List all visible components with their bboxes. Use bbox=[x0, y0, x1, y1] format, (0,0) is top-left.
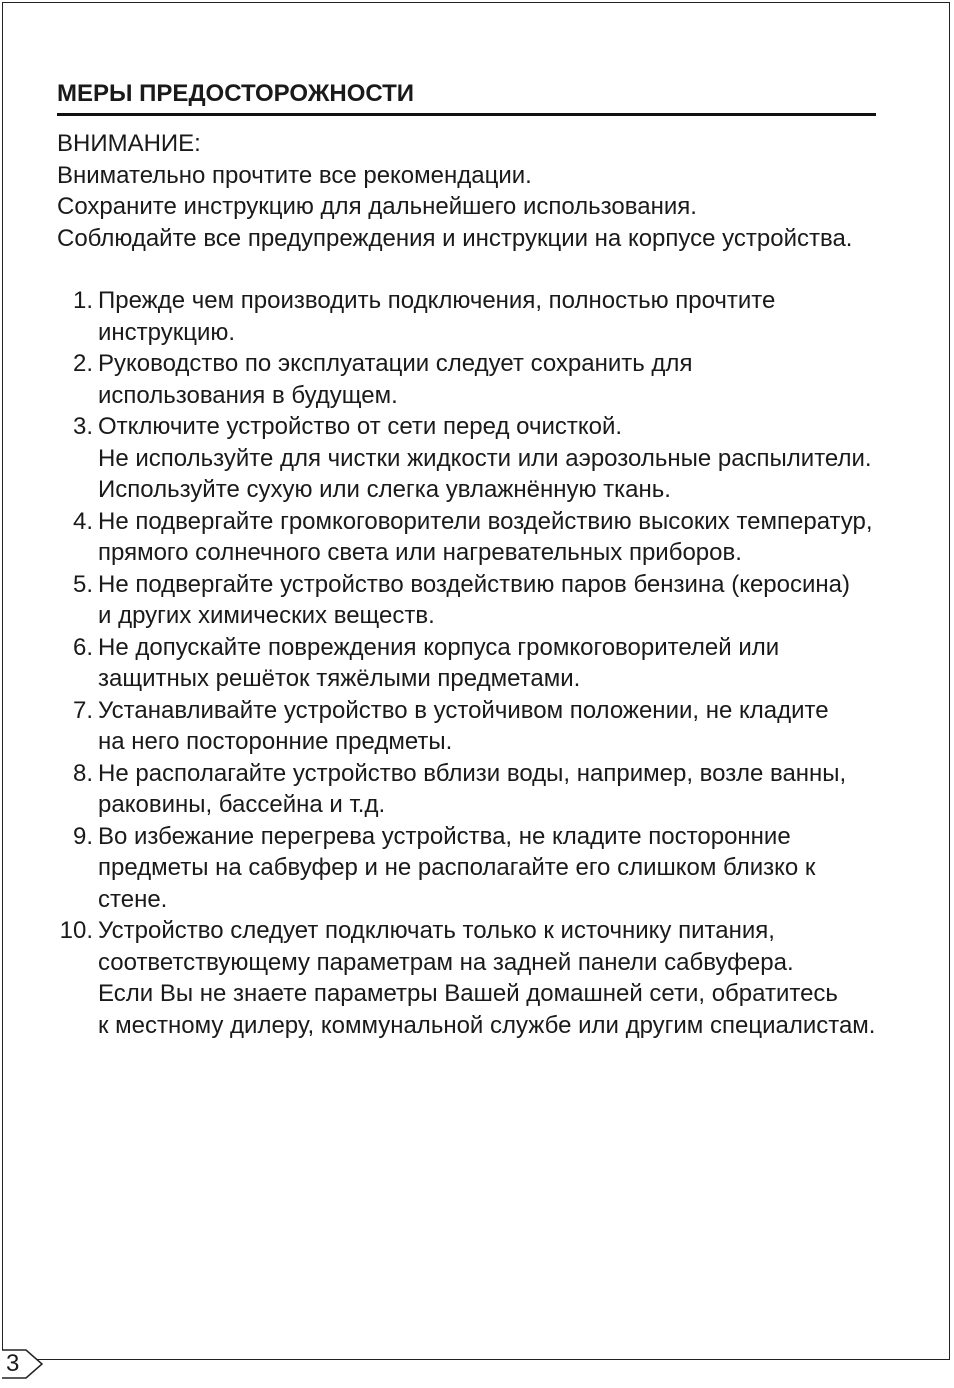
list-item-text: Прежде чем производить подключения, полностью прочтите bbox=[98, 287, 776, 314]
list-item bbox=[57, 506, 875, 569]
list-item bbox=[57, 915, 875, 1041]
page-number: 3 bbox=[6, 1350, 20, 1377]
intro-line: Соблюдайте все предупреждения и инструкции на корпусе устройства. bbox=[57, 224, 853, 252]
list-item-number: 7. bbox=[72, 696, 93, 724]
list-item-text: Если Вы не знаете параметры Вашей домашней сети, обратитесь bbox=[98, 980, 838, 1007]
list-item-text: инструкцию. bbox=[98, 318, 236, 346]
list-item-text: Не подвергайте устройство воздействию паров бензина (керосина) bbox=[98, 570, 851, 598]
list-item-text: раковины, бассейна и т.д. bbox=[98, 791, 386, 818]
list-item bbox=[57, 411, 875, 506]
intro-line: Сохраните инструкцию для дальнейшего использования. bbox=[57, 193, 697, 220]
list-item-text: Не подвергайте громкоговорители воздействию высоких температур, bbox=[98, 507, 873, 535]
list-item-number: 4. bbox=[72, 507, 93, 535]
list-item bbox=[57, 758, 875, 821]
list-item-number: 10. bbox=[59, 917, 93, 944]
list-item-text: к местному дилеру, коммунальной службе или другим специалистам. bbox=[98, 1011, 876, 1039]
list-item-number: 2. bbox=[72, 350, 93, 377]
list-item-text: защитных решёток тяжёлыми предметами. bbox=[98, 665, 581, 692]
list-item-text: соответствующему параметрам на задней панели сабвуфера. bbox=[98, 948, 794, 976]
list-item bbox=[57, 821, 875, 916]
list-item bbox=[57, 569, 875, 632]
list-item bbox=[57, 348, 875, 411]
list-item bbox=[57, 285, 875, 348]
list-item-text: Руководство по эксплуатации следует сохранить для bbox=[98, 350, 693, 377]
list-item-text: предметы на сабвуфер и не располагайте его слишком близко к bbox=[98, 854, 816, 881]
intro-line: Внимательно прочтите все рекомендации. bbox=[57, 161, 532, 189]
intro-block bbox=[57, 128, 852, 254]
list-item-text: Не располагайте устройство вблизи воды, например, возле ванны, bbox=[98, 759, 847, 787]
list-item-text: на него посторонние предметы. bbox=[98, 728, 453, 755]
list-item-number: 6. bbox=[72, 633, 93, 661]
list-item-number: 3. bbox=[72, 413, 93, 440]
list-item-text: использования в будущем. bbox=[98, 381, 398, 409]
list-item-text: Отключите устройство от сети перед очисткой. bbox=[98, 413, 623, 440]
title-underline bbox=[57, 113, 876, 116]
list-item-number: 8. bbox=[72, 759, 93, 787]
list-item-text: Используйте сухую или слегка увлажнённую ткань. bbox=[98, 476, 671, 503]
list-item-number: 1. bbox=[72, 287, 93, 314]
list-item-text: Устанавливайте устройство в устойчивом положении, не кладите bbox=[98, 696, 829, 724]
list-item-text: прямого солнечного света или нагревательных приборов. bbox=[98, 539, 742, 566]
list-item-text: Не используйте для чистки жидкости или аэрозольные распылители. bbox=[98, 444, 872, 472]
list-item bbox=[57, 632, 875, 695]
list-item-text: стене. bbox=[98, 885, 168, 913]
list-item bbox=[57, 695, 875, 758]
list-item-number: 5. bbox=[72, 570, 93, 598]
list-item-text: Устройство следует подключать только к источнику питания, bbox=[98, 917, 775, 944]
list-item-text: и других химических веществ. bbox=[98, 602, 435, 629]
precautions-list bbox=[57, 285, 875, 1041]
warning-heading: ВНИМАНИЕ: bbox=[57, 130, 201, 157]
page-title: МЕРЫ ПРЕДОСТОРОЖНОСТИ bbox=[57, 80, 415, 107]
page-marker bbox=[0, 1346, 44, 1382]
list-item-text: Во избежание перегрева устройства, не кладите посторонние bbox=[98, 822, 791, 850]
list-item-text: Не допускайте повреждения корпуса громкоговорителей или bbox=[98, 633, 780, 661]
list-item-number: 9. bbox=[72, 822, 93, 850]
